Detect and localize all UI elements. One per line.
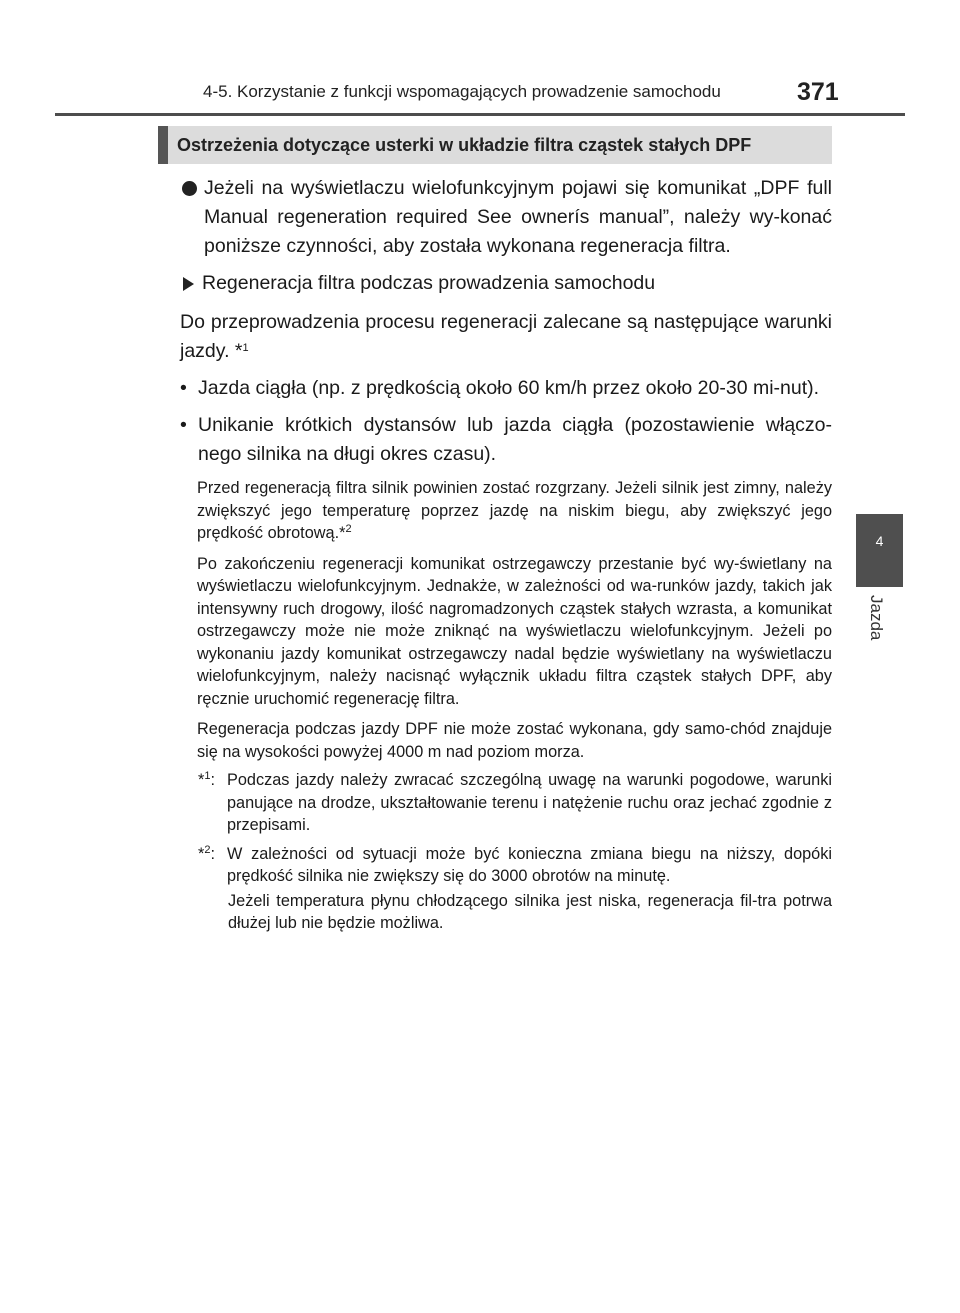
note-paragraph: Po zakończeniu regeneracji komunikat ostrzegawczy przestanie być wy-świetlany na wyświetlaczu wielofunkcyjnym. Jednakże, w zależności od wa-runków jazdy, takich jak intensywny ruch drogowy, ilość nagromadzonych cząstek stałych wzrasta, a komunikat ostrzegawczy może nie może zniknąć na wyświetlaczu wielofunkcyjnym. Jeżeli po wykonaniu jazdy komunikat ostrzegawczy nadal będzie wyświetlany na wyświetlaczu wielofunkcyjnym, należy nacisnąć wyłącznik układu filtra cząstek stałych DPF, aby ręcznie uruchomić regenerację filtra. — [197, 554, 832, 708]
footnote-marker: *$^1$: — [198, 770, 215, 789]
note-text: Przed regeneracją filtra silnik powinien zostać rozgrzany. Jeżeli silnik jest zimny, należy zwiększyć jego temperaturę poprzez jazdę na niskim biegu, aby zwiększyć jego prędkość obrotową.* — [197, 479, 832, 542]
footnote-marker: *$^2$: — [198, 843, 215, 863]
footnote — [180, 843, 832, 888]
section-heading-box — [158, 126, 832, 164]
subheading-text: Regeneracja filtra podczas prowadzenia samochodu — [202, 272, 656, 294]
footnote-ref-2: 2 — [345, 523, 352, 535]
note-paragraph: Regeneracja podczas jazdy DPF nie może zostać wykonana, gdy samo-chód znajduje się na wysokości powyżej 4000 m nad poziom morza. — [197, 720, 832, 761]
page-number: 371 — [797, 78, 839, 106]
chapter-label: Jazda — [867, 595, 886, 641]
list-bullet: • — [180, 414, 187, 436]
chapter-number: 4 — [875, 533, 884, 549]
chapter-tab — [856, 514, 903, 587]
section-title: Ostrzeżenia dotyczące usterki w układzie filtra cząstek stałych DPF — [177, 134, 752, 155]
intro-paragraph — [180, 308, 832, 366]
triangle-right-icon — [183, 277, 194, 291]
footnote-continuation: Jeżeli temperatura płynu chłodzącego silnika jest niska, regeneracja fil-tra potrwa dłużej lub nie będzie możliwa. — [228, 891, 832, 932]
footnote-text: Podczas jazdy należy zwracać szczególną uwagę na warunki pogodowe, warunki panujące na drodze, ukształtowanie terenu i natężenie ruchu oraz jechać zgodnie z przepisami. — [227, 771, 832, 834]
list-item — [180, 374, 832, 403]
list-item — [180, 411, 832, 469]
footnote — [180, 769, 832, 837]
footnote-text: W zależności od sytuacji może być konieczna zmiana biegu na niższy, dopóki prędkość silnika nie zwiększy się do 3000 obrotów na minutę. — [227, 844, 832, 885]
main-content — [180, 174, 832, 935]
header-section-path: 4-5. Korzystanie z funkcji wspomagających prowadzenie samochodu — [203, 82, 721, 101]
bullet-text: Jeżeli na wyświetlaczu wielofunkcyjnym pojawi się komunikat „DPF full Manual regeneration required See ownerís manual”, należy wy-konać poniższe czynności, aby została wykonana regeneracja filtra. — [204, 177, 832, 257]
intro-text: Do przeprowadzenia procesu regeneracji zalecane są następujące warunki jazdy. * — [180, 311, 832, 362]
section-heading-accent-bar — [158, 126, 168, 164]
header-divider — [55, 113, 905, 116]
list-item-text: Jazda ciągła (np. z prędkością około 60 km/h przez około 20-30 mi-nut). — [198, 377, 820, 399]
bullet-dot-icon — [182, 181, 197, 196]
note-paragraph — [180, 477, 832, 545]
list-item-text: Unikanie krótkich dystansów lub jazda ciągła (pozostawienie włączo-nego silnika na długi okres czasu). — [198, 414, 832, 465]
subheading — [180, 269, 832, 298]
footnote-ref-1: 1 — [242, 342, 249, 354]
list-bullet: • — [180, 377, 187, 399]
bullet-paragraph — [180, 174, 832, 261]
